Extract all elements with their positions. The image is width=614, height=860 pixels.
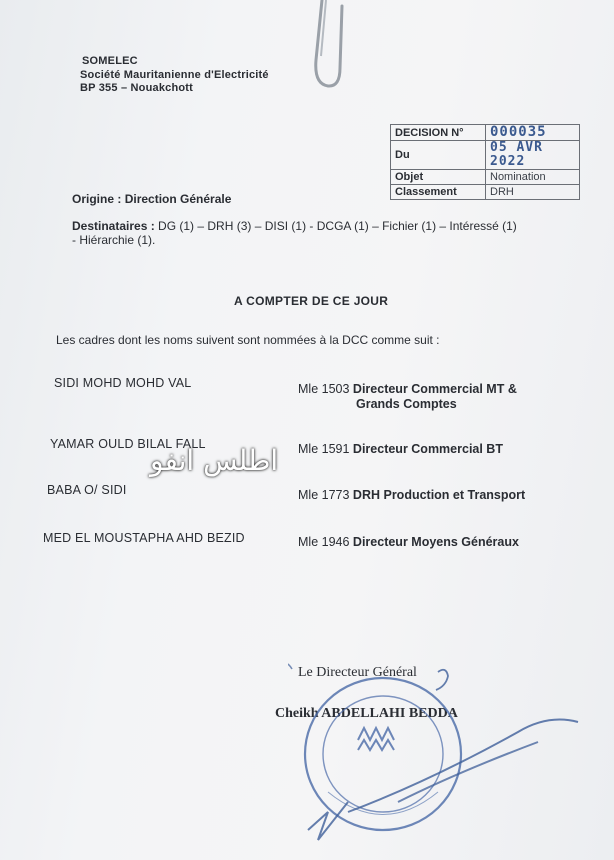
appointee-role <box>298 442 503 456</box>
paper-clip-icon <box>300 0 360 95</box>
origine-label: Origine : <box>72 192 122 206</box>
decision-row-object <box>391 170 580 185</box>
appointee-name: MED EL MOUSTAPHA AHD BEZID <box>43 531 245 545</box>
appointee-name: SIDI MOHD MOHD VAL <box>54 376 192 390</box>
decision-number-value: 000035 <box>490 124 547 140</box>
destinataires-label: Destinataires : <box>72 219 155 233</box>
appointee-position: Directeur Moyens Généraux <box>352 535 519 549</box>
appointee-mle: Mle 1503 <box>298 382 350 396</box>
decision-row-class <box>391 185 580 200</box>
appointee-role-continued <box>356 397 457 411</box>
decision-class-label: Classement <box>391 185 486 200</box>
destinataires-list: DG (1) – DRH (3) – DISI (1) - DCGA (1) – Fichier (1) – Intéressé (1) <box>158 219 517 233</box>
decision-date-label: Du <box>391 141 486 170</box>
appointee-mle: Mle 1946 <box>298 535 350 549</box>
decision-object-label: Objet <box>391 170 486 185</box>
watermark-overlay: اطلس انفو <box>150 444 279 477</box>
heading-effective-date: A COMPTER DE CE JOUR <box>234 294 389 308</box>
appointee-role <box>298 382 517 396</box>
decision-date-value: 05 AVR 2022 <box>490 140 543 169</box>
company-short-name: SOMELEC <box>82 55 138 67</box>
appointee-position: Directeur Commercial BT <box>352 442 503 456</box>
company-address: BP 355 – Nouakchott <box>80 82 194 94</box>
origine-line <box>72 192 231 206</box>
official-seal-icon <box>288 662 588 852</box>
appointee-name: BABA O/ SIDI <box>47 483 127 497</box>
appointee-mle: Mle 1773 <box>298 488 350 502</box>
decision-object-value: Nomination <box>486 170 580 185</box>
destinataires-line <box>72 219 517 233</box>
origine-value: Direction Générale <box>124 192 232 206</box>
decision-class-value: DRH <box>486 185 580 200</box>
appointee-mle: Mle 1591 <box>298 442 350 456</box>
company-full-name: Société Mauritanienne d'Electricité <box>80 69 269 81</box>
signatory-name: Cheikh ABDELLAHI BEDDA <box>275 706 458 721</box>
destinataires-list-continued: - Hiérarchie (1). <box>72 233 156 247</box>
appointee-name: YAMAR OULD BILAL FALL <box>50 437 206 451</box>
appointee-position-continued: Grands Comptes <box>356 397 457 411</box>
signature-title: Le Directeur Général <box>298 665 417 680</box>
decision-row-date <box>391 141 580 170</box>
decision-number-label: DECISION N° <box>391 125 486 141</box>
appointee-position: DRH Production et Transport <box>352 488 526 502</box>
decision-row-number <box>391 125 580 141</box>
appointee-role <box>298 488 525 502</box>
decision-box <box>390 124 580 200</box>
intro-text: Les cadres dont les noms suivent sont nommées à la DCC comme suit : <box>56 333 440 347</box>
appointee-role <box>298 535 519 549</box>
appointee-position: Directeur Commercial MT & <box>352 382 517 396</box>
